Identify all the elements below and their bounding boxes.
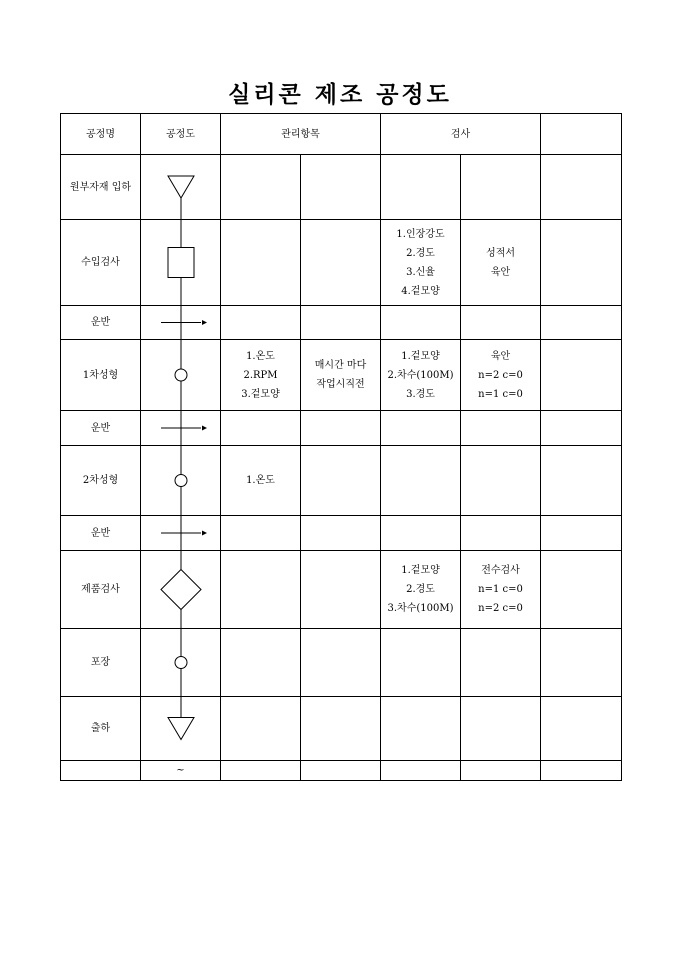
control-item-cell: [221, 629, 301, 697]
process-name-cell: 1차성형: [61, 340, 141, 411]
inspection-cell: [381, 551, 461, 629]
inspection-square-icon: [168, 248, 194, 278]
cell-text-line: 전수검사: [481, 565, 520, 576]
process-symbol-cell: [141, 516, 221, 551]
process-symbol-cell: [141, 697, 221, 761]
extra-cell: [541, 516, 622, 551]
header-process-chart: 공정도: [141, 114, 221, 155]
table-row: [61, 220, 622, 306]
control-item-cell: [301, 697, 381, 761]
process-symbol-cell: [141, 551, 221, 629]
process-symbol-cell: [141, 629, 221, 697]
inspection-cell: [381, 516, 461, 551]
footer-name-cell: [61, 761, 141, 781]
extra-cell: [541, 340, 622, 411]
inspection-cell: [381, 340, 461, 411]
process-name-cell: 원부자재 입하: [61, 155, 141, 220]
header-inspection: 검사: [381, 114, 541, 155]
extra-cell: [541, 446, 622, 516]
table-row: [61, 551, 622, 629]
table-row: [61, 446, 622, 516]
process-name-cell: 운반: [61, 516, 141, 551]
inbound-triangle-icon: [168, 176, 194, 198]
inspection-cell: [461, 220, 541, 306]
cell-text-line: n=2 c=0: [478, 603, 523, 614]
inspection-cell: [461, 411, 541, 446]
control-item-cell: [301, 446, 381, 516]
inspection-cell: [381, 306, 461, 340]
process-name-cell: 운반: [61, 306, 141, 340]
cell-text-line: 작업시직전: [316, 379, 365, 390]
header-control-items: 관리항목: [221, 114, 381, 155]
extra-cell: [541, 697, 622, 761]
transport-arrow-icon: [161, 531, 207, 536]
control-item-cell: [301, 155, 381, 220]
cell-text-line: 1.인장강도: [396, 228, 445, 240]
cell-text-line: 3.겉모양: [241, 388, 280, 400]
cell-text-line: 1.겉모양: [401, 350, 440, 362]
operation-circle-icon: [175, 657, 187, 669]
cell-text-line: 성적서: [486, 247, 516, 259]
inspection-cell: [381, 155, 461, 220]
extra-cell: [541, 629, 622, 697]
process-name-cell: 포장: [61, 629, 141, 697]
operation-circle-icon: [175, 369, 187, 381]
cell-text-line: n=2 c=0: [478, 369, 523, 381]
inspection-cell: [461, 446, 541, 516]
cell-text-line: 1.겉모양: [401, 565, 440, 576]
inspection-cell: [381, 629, 461, 697]
extra-cell: [541, 220, 622, 306]
control-item-cell: [301, 306, 381, 340]
transport-arrow-icon: [161, 320, 207, 325]
control-item-cell: [301, 551, 381, 629]
control-item-cell: [221, 551, 301, 629]
control-item-cell: [221, 697, 301, 761]
extra-cell: [541, 155, 622, 220]
footer-tilde-cell: ~: [141, 761, 221, 781]
footer-empty-cell: [461, 761, 541, 781]
header-process-name: 공정명: [61, 114, 141, 155]
control-item-cell: [221, 306, 301, 340]
process-symbol-cell: [141, 340, 221, 411]
inspection-cell: [461, 340, 541, 411]
inspection-cell: [461, 516, 541, 551]
inspection-diamond-icon: [161, 570, 201, 610]
inspection-cell: [461, 306, 541, 340]
table-row: [61, 155, 622, 220]
table-row: [61, 340, 622, 411]
inspection-cell: [461, 697, 541, 761]
control-item-cell: [301, 411, 381, 446]
cell-text-line: n=1 c=0: [478, 388, 523, 400]
cell-text-line: 2.경도: [406, 584, 435, 595]
cell-text-line: n=1 c=0: [478, 584, 523, 595]
cell-text-line: 1.온도: [246, 350, 275, 362]
control-item-cell: [301, 629, 381, 697]
control-item-cell: [221, 411, 301, 446]
control-item-cell: [301, 516, 381, 551]
inspection-cell: [461, 551, 541, 629]
cell-text-line: 3.차수(100M): [387, 603, 454, 614]
table-row: [61, 629, 622, 697]
inspection-cell: [381, 446, 461, 516]
control-item-cell: [221, 340, 301, 411]
control-item-cell: [301, 340, 381, 411]
cell-text-line: 육안: [490, 266, 511, 278]
cell-text-line: 육안: [490, 350, 511, 362]
table-row: [61, 411, 622, 446]
table-row: [61, 697, 622, 761]
process-symbol-cell: [141, 411, 221, 446]
inspection-cell: [461, 155, 541, 220]
control-item-cell: [221, 516, 301, 551]
transport-arrow-icon: [161, 426, 207, 431]
process-table: [60, 113, 622, 781]
cell-text-line: 매시간 마다: [314, 360, 367, 371]
control-item-cell: [221, 155, 301, 220]
control-item-cell: [221, 446, 301, 516]
process-name-cell: 2차성형: [61, 446, 141, 516]
footer-empty-cell: [381, 761, 461, 781]
cell-text-line: 2.경도: [406, 247, 435, 259]
extra-cell: [541, 551, 622, 629]
inspection-cell: [381, 220, 461, 306]
header-row: [61, 114, 622, 155]
process-name-cell: 운반: [61, 411, 141, 446]
cell-text-line: 1.온도: [246, 475, 275, 486]
extra-cell: [541, 306, 622, 340]
table-row: [61, 306, 622, 340]
control-item-cell: [301, 220, 381, 306]
footer-row: [61, 761, 622, 781]
inspection-cell: [381, 411, 461, 446]
cell-text-line: 3.경도: [406, 388, 435, 400]
table-row: [61, 516, 622, 551]
process-symbol-cell: [141, 306, 221, 340]
footer-empty-cell: [541, 761, 622, 781]
cell-text-line: 4.겉모양: [401, 285, 440, 297]
process-symbol-cell: [141, 446, 221, 516]
header-extra: [541, 114, 622, 155]
extra-cell: [541, 411, 622, 446]
cell-text-line: 2.RPM: [243, 369, 278, 381]
footer-empty-cell: [301, 761, 381, 781]
page-title: 실리콘 제조 공정도: [228, 81, 452, 108]
inspection-cell: [381, 697, 461, 761]
cell-text-line: 3.신율: [406, 266, 435, 278]
control-item-cell: [221, 220, 301, 306]
process-symbol-cell: [141, 220, 221, 306]
operation-circle-icon: [175, 475, 187, 487]
inspection-cell: [461, 629, 541, 697]
process-name-cell: 출하: [61, 697, 141, 761]
process-name-cell: 수입검사: [61, 220, 141, 306]
inbound-triangle-icon: [168, 718, 194, 740]
process-symbol-cell: [141, 155, 221, 220]
footer-empty-cell: [221, 761, 301, 781]
process-name-cell: 제품검사: [61, 551, 141, 629]
cell-text-line: 2.차수(100M): [387, 369, 454, 381]
